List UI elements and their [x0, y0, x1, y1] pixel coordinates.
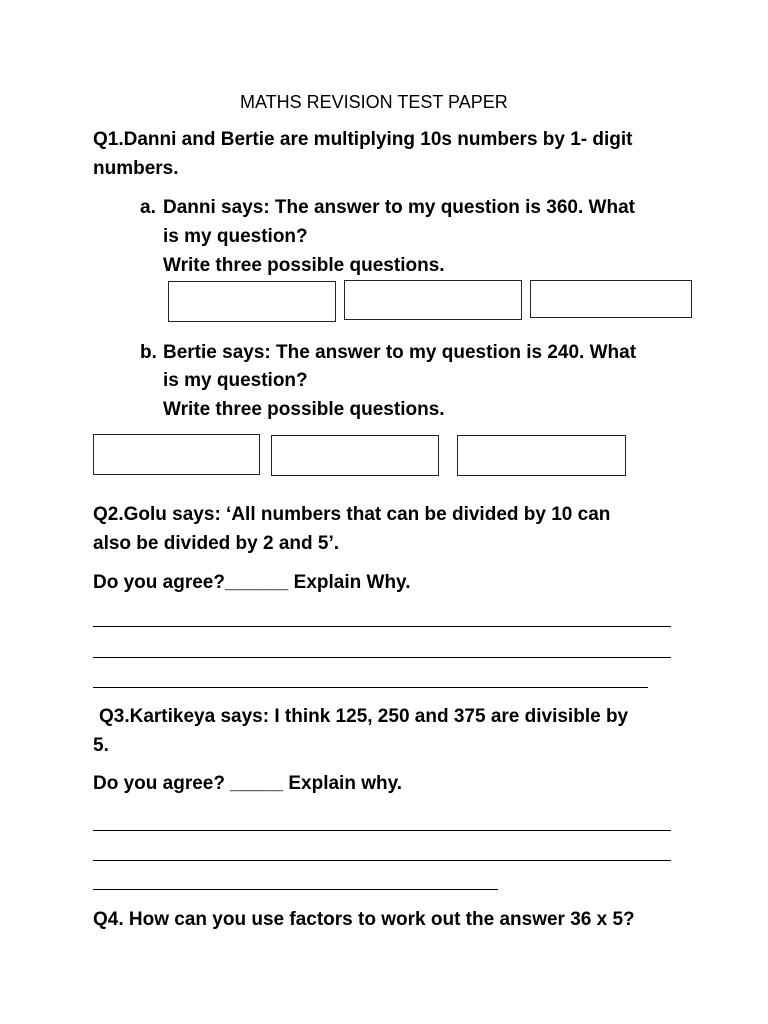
- q3-text-line2: 5.: [93, 735, 109, 756]
- q1a-answer-box-3[interactable]: [530, 280, 692, 318]
- q1b-answer-box-3[interactable]: [457, 435, 626, 476]
- q1a-marker: a.: [140, 197, 156, 218]
- q1-text-line2: numbers.: [93, 158, 179, 179]
- q2-prompt: Do you agree?______ Explain Why.: [93, 572, 411, 593]
- q3-prompt: Do you agree? _____ Explain why.: [93, 773, 403, 794]
- q1b-answer-box-1[interactable]: [93, 434, 260, 475]
- q3-answer-line-3[interactable]: [93, 889, 498, 890]
- q1a-text-line2: is my question?: [163, 226, 308, 247]
- q1b-text-line2: is my question?: [163, 370, 308, 391]
- q1b-answer-box-2[interactable]: [271, 435, 439, 476]
- q2-answer-line-3[interactable]: [93, 687, 648, 688]
- q1b-text-line3: Write three possible questions.: [163, 399, 445, 420]
- q1a-text-line3: Write three possible questions.: [163, 255, 445, 276]
- q1a-answer-box-1[interactable]: [168, 281, 336, 322]
- q3-answer-line-2[interactable]: [93, 860, 671, 861]
- q4-text-line1: Q4. How can you use factors to work out the answer 36 x 5?: [93, 909, 635, 930]
- q2-text-line2: also be divided by 2 and 5’.: [93, 533, 340, 554]
- q1a-text-line1: Danni says: The answer to my question is 360. What: [163, 197, 635, 218]
- q3-answer-line-1[interactable]: [93, 830, 671, 831]
- q2-answer-line-1[interactable]: [93, 626, 671, 627]
- q1a-answer-box-2[interactable]: [344, 280, 522, 320]
- q3-text-line1: Q3.Kartikeya says: I think 125, 250 and 375 are divisible by: [99, 706, 629, 727]
- q1b-marker: b.: [140, 342, 157, 363]
- q1b-text-line1: Bertie says: The answer to my question is 240. What: [163, 342, 637, 363]
- q1-text-line1: Q1.Danni and Bertie are multiplying 10s numbers by 1- digit: [93, 129, 633, 150]
- q2-answer-line-2[interactable]: [93, 657, 671, 658]
- q2-text-line1: Q2.Golu says: ‘All numbers that can be divided by 10 can: [93, 504, 611, 525]
- page-title: MATHS REVISION TEST PAPER: [240, 92, 508, 112]
